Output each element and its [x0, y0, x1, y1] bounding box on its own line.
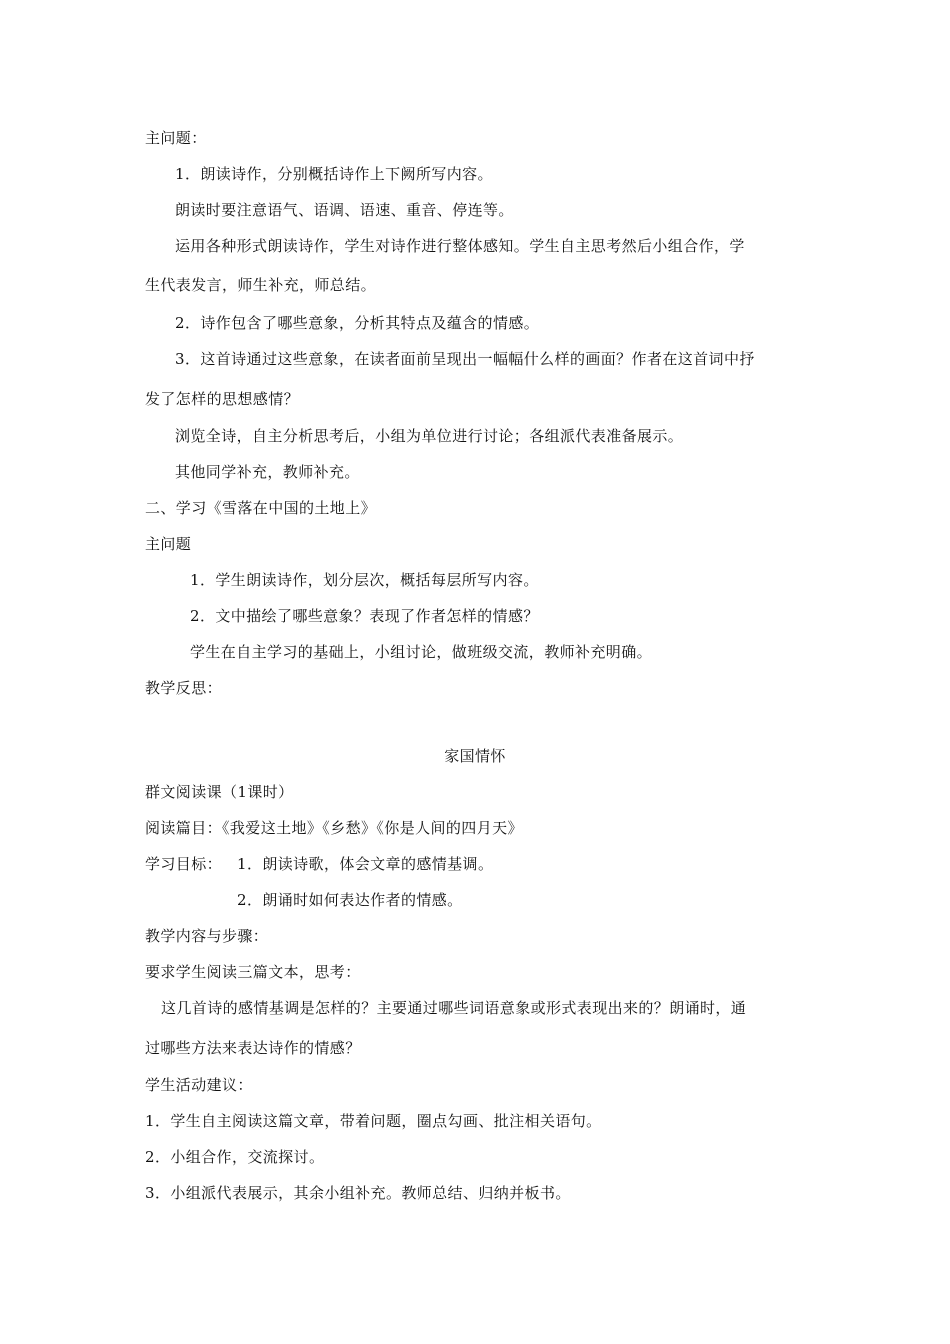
question-1: 1．朗读诗作，分别概括诗作上下阙所写内容。: [175, 165, 493, 183]
reading-note: 朗读时要注意语气、语调、语速、重音、停连等。: [175, 201, 514, 219]
reading-list: 阅读篇目：《我爱这土地》《乡愁》《你是人间的四月天》: [145, 819, 523, 837]
supplement-note: 其他同学补充，教师补充。: [175, 463, 360, 481]
activity-item: 1．学生自主阅读这篇文章，带着问题，圈点勾画、批注相关语句。: [145, 1112, 602, 1130]
lesson-title: 家国情怀: [444, 747, 506, 765]
activity-item: 3．小组派代表展示，其余小组补充。教师总结、归纳并板书。: [145, 1184, 571, 1202]
requirement: 要求学生阅读三篇文本，思考：: [145, 963, 361, 981]
goals-label: 学习目标：: [145, 855, 223, 873]
paragraph-line: 发了怎样的思想感情？: [145, 390, 300, 408]
question-2: 2．文中描绘了哪些意象？表现了作者怎样的情感？: [190, 607, 539, 625]
paragraph-line: 生代表发言，师生补充，师总结。: [145, 276, 377, 294]
activity-item: 2．小组合作，交流探讨。: [145, 1148, 325, 1166]
discussion-note: 浏览全诗，自主分析思考后，小组为单位进行讨论；各组派代表准备展示。: [175, 427, 684, 445]
discussion-note: 学生在自主学习的基础上，小组讨论，做班级交流，教师补充明确。: [190, 643, 653, 661]
paragraph-line: 运用各种形式朗读诗作，学生对诗作进行整体感知。学生自主思考然后小组合作，学: [175, 237, 745, 255]
reflection-label: 教学反思：: [145, 679, 223, 697]
question-3: 3．这首诗通过这些意象，在读者面前呈现出一幅幅什么样的画面？作者在这首词中抒: [175, 350, 755, 368]
paragraph-line: 这几首诗的感情基调是怎样的？主要通过哪些词语意象或形式表现出来的？朗诵时，通: [161, 999, 747, 1017]
activities-heading: 学生活动建议：: [145, 1076, 253, 1094]
paragraph-line: 过哪些方法来表达诗作的情感？: [145, 1039, 361, 1057]
goal-1: 1．朗读诗歌，体会文章的感情基调。: [237, 855, 494, 873]
section-title: 二、学习《雪落在中国的土地上》: [145, 499, 377, 517]
question-1: 1．学生朗读诗作，划分层次，概括每层所写内容。: [190, 571, 539, 589]
main-question-heading: 主问题：: [145, 129, 207, 147]
goal-2: 2．朗诵时如何表达作者的情感。: [237, 891, 463, 909]
content-heading: 教学内容与步骤：: [145, 927, 269, 945]
question-2: 2．诗作包含了哪些意象，分析其特点及蕴含的情感。: [175, 314, 540, 332]
main-question-heading: 主问题: [145, 535, 192, 553]
lesson-type: 群文阅读课（1课时）: [145, 783, 294, 801]
